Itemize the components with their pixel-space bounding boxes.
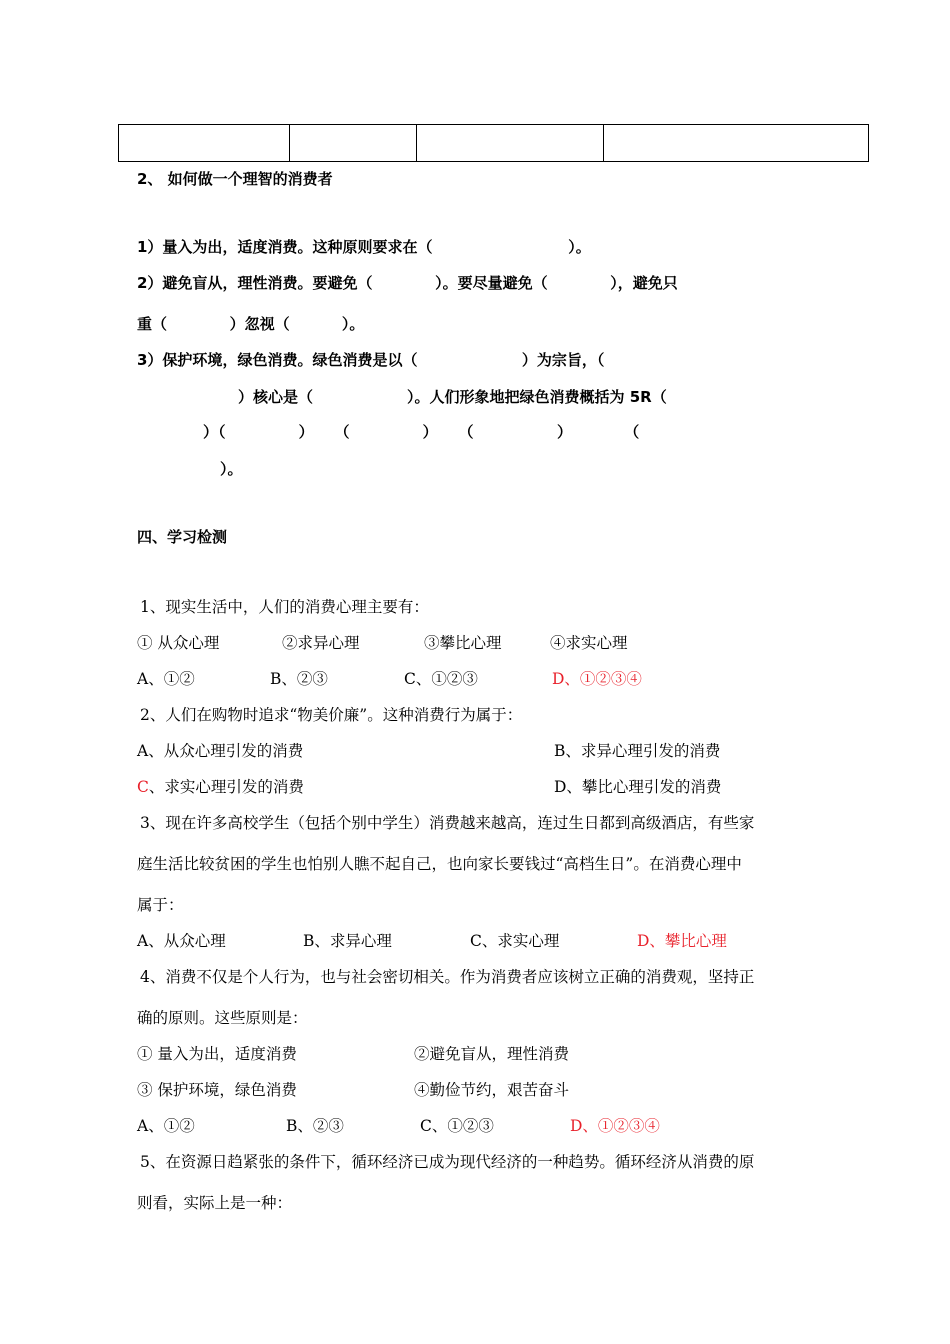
q1-item: ②求异心理 [282,634,360,652]
q3-option-c: C、求实心理 [470,932,560,950]
q3-stem-line1: 3、现在许多高校学生（包括个别中学生）消费越来越高，连过生日都到高级酒店，有些家 [140,814,755,832]
q2-option-c-answer [137,775,304,797]
q2-option-c-text: 、求实心理引发的消费 [148,778,304,796]
q1-item: ③攀比心理 [424,634,502,652]
section2-p2a: 2）避免盲从，理性消费。要避免（ ）。要尽量避免（ ），避免只 [137,274,678,292]
section2-p2b: 重（ ）忽视（ ）。 [137,315,365,333]
q1-option-b: B、②③ [270,670,328,688]
q1-item: ④求实心理 [550,634,628,652]
q2-stem: 2、人们在购物时追求“物美价廉”。这种消费行为属于： [140,706,523,724]
q2-option-a: A、从众心理引发的消费 [137,742,304,760]
q2-option-b: B、求异心理引发的消费 [554,742,721,760]
q3-stem-line2: 庭生活比较贫困的学生也怕别人瞧不起自己，也向家长要钱过“高档生日”。在消费心理中 [137,855,742,873]
section2-p3a: 3）保护环境，绿色消费。绿色消费是以（ ）为宗旨，（ [137,351,605,369]
q5-stem-line1: 5、在资源日趋紧张的条件下，循环经济已成为现代经济的一种趋势。循环经济从消费的原 [140,1153,755,1171]
q4-option-b: B、②③ [286,1117,344,1135]
table-cell [417,125,604,162]
q4-stem-line2: 确的原则。这些原则是： [137,1009,308,1027]
section2-heading: 2、 如何做一个理智的消费者 [137,170,333,188]
top-table [118,124,869,162]
section2-p3b: ）核心是（ ）。人们形象地把绿色消费概括为 5R（ [238,388,667,406]
table-cell [119,125,290,162]
q1-option-d-answer: D、①②③④ [552,670,642,688]
q1-item: ① 从众心理 [137,634,220,652]
q4-stem-line1: 4、消费不仅是个人行为，也与社会密切相关。作为消费者应该树立正确的消费观，坚持正 [140,968,755,986]
answer-letter: C [137,778,149,796]
q2-option-d: D、攀比心理引发的消费 [554,778,722,796]
q3-option-a: A、从众心理 [137,932,226,950]
table-cell [604,125,869,162]
table-row [119,125,869,162]
table-cell [290,125,417,162]
q4-option-a: A、①② [137,1117,195,1135]
q5-stem-line2: 则看，实际上是一种： [137,1194,293,1212]
q1-option-c: C、①②③ [404,670,478,688]
q4-item: ① 量入为出，适度消费 [137,1045,297,1063]
q4-item: ②避免盲从，理性消费 [414,1045,570,1063]
q4-option-d-answer: D、①②③④ [570,1117,660,1135]
q1-option-a: A、①② [137,670,195,688]
section2-p3c: ）（ ） （ ） （ ） （ [203,423,640,441]
section2-p1: 1）量入为出，适度消费。这种原则要求在（ ）。 [137,238,591,256]
q4-item: ④勤俭节约，艰苦奋斗 [414,1081,570,1099]
q3-option-d-answer: D、攀比心理 [637,932,727,950]
q3-option-b: B、求异心理 [303,932,392,950]
q1-stem: 1、现实生活中，人们的消费心理主要有： [140,598,429,616]
section2-p3d: ）。 [220,460,243,478]
q3-stem-line3: 属于： [137,896,184,914]
q4-item: ③ 保护环境，绿色消费 [137,1081,297,1099]
q4-option-c: C、①②③ [420,1117,494,1135]
section4-heading: 四、学习检测 [137,528,228,546]
